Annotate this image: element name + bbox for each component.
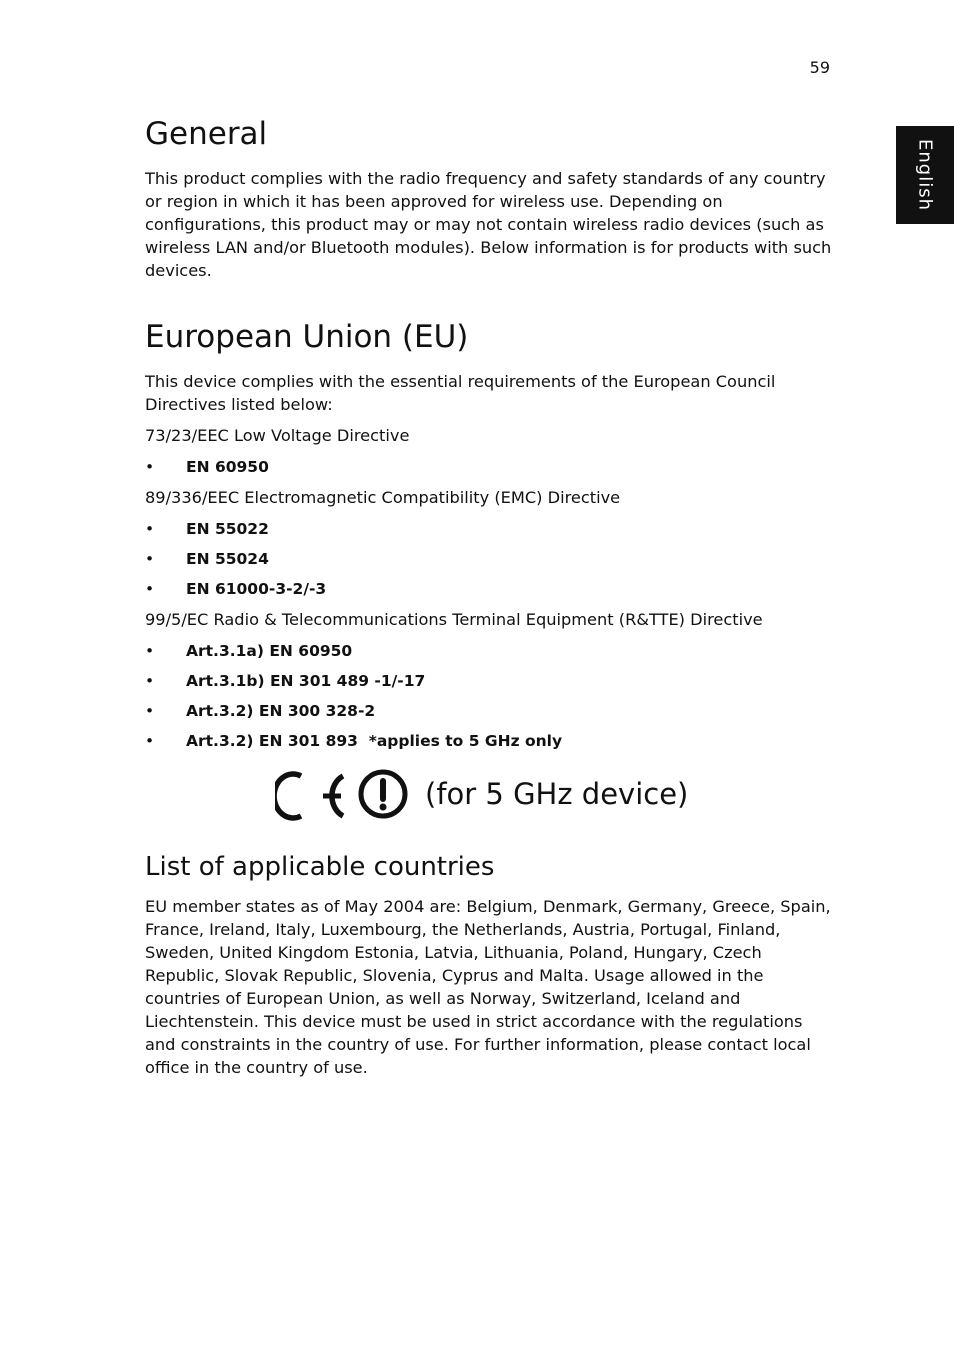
standard-label: Art.3.2) EN 300 328-2 xyxy=(186,702,376,720)
standard-label: EN 61000-3-2/-3 xyxy=(186,580,327,598)
language-tab-label: English xyxy=(914,139,936,211)
directive-title: 89/336/EEC Electromagnetic Compatibility (EMC) Directive xyxy=(145,488,621,507)
ce-mark-row xyxy=(275,766,705,824)
bullet-icon: • xyxy=(145,672,155,690)
bullet-icon: • xyxy=(145,458,155,476)
directive-title: 99/5/EC Radio & Telecommunications Terminal Equipment (R&TTE) Directive xyxy=(145,610,763,629)
general-heading: General xyxy=(145,116,268,152)
standard-label: EN 55024 xyxy=(186,550,269,568)
bullet-icon: • xyxy=(145,642,155,660)
bullet-icon: • xyxy=(145,520,155,538)
standard-label: Art.3.2) EN 301 893 *applies to 5 GHz only xyxy=(186,732,563,750)
general-paragraph: This product complies with the radio frequency and safety standards of any country or region in which it has been approved for wireless use. Depending on configurations, this product may or may not contain wireless radio devices (such as wireless LAN and/or Bluetooth modules). Below information is for products with such devices. xyxy=(145,169,832,280)
standard-label: EN 60950 xyxy=(186,458,269,476)
directive-title: 73/23/EEC Low Voltage Directive xyxy=(145,426,410,445)
countries-heading: List of applicable countries xyxy=(145,852,495,882)
countries-paragraph: EU member states as of May 2004 are: Belgium, Denmark, Germany, Greece, Spain, France, Ireland, Italy, Luxembourg, the Netherlands, Austria, Portugal, Finland, Sweden, United Kingdom Estonia, Latvia, Lithuania, Poland, Hungary, Czech Republic, Slovak Republic, Slovenia, Cyprus and Malta. Usage allowed in the countries of European Union, as well as Norway, Switzerland, Iceland and Liechtenstein. This device must be used in strict accordance with the regulations and constraints in the country of use. For further information, please contact local office in the country of use. xyxy=(145,897,831,1077)
standard-label: Art.3.1a) EN 60950 xyxy=(186,642,353,660)
ce-alert-mark-icon xyxy=(275,766,415,824)
ce-mark-caption: (for 5 GHz device) xyxy=(425,777,689,811)
eu-intro: This device complies with the essential requirements of the European Council Directives listed below: xyxy=(145,372,776,414)
bullet-icon: • xyxy=(145,550,155,568)
page-number: 59 xyxy=(809,58,830,77)
standard-label: Art.3.1b) EN 301 489 -1/-17 xyxy=(186,672,426,690)
bullet-icon: • xyxy=(145,702,155,720)
standard-label: EN 55022 xyxy=(186,520,269,538)
bullet-icon: • xyxy=(145,580,155,598)
bullet-icon: • xyxy=(145,732,155,750)
language-tab xyxy=(896,126,954,224)
eu-heading: European Union (EU) xyxy=(145,319,469,355)
